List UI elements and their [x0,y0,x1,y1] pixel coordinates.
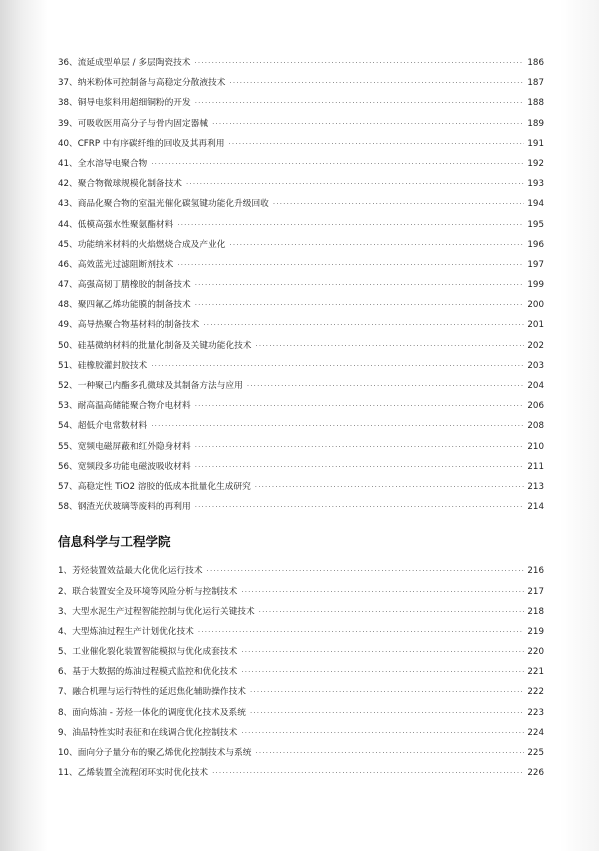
toc-entry-page-number: 196 [527,239,544,250]
toc-entry[interactable] [58,134,544,154]
toc-entry-title: 51、硅橡胶灌封胶技术 [58,360,148,371]
toc-entry-title: 56、宽频段多功能电磁波吸收材料 [58,461,191,472]
toc-entry[interactable] [58,114,544,134]
toc-entry-title: 4、大型炼油过程生产计划优化技术 [58,626,194,637]
toc-entry-title: 46、高效蓝光过滤阻断剂技术 [58,259,174,270]
toc-entry[interactable] [58,53,544,73]
dot-leader [259,602,525,622]
toc-entry[interactable] [58,703,544,723]
toc-entry-title: 37、纳米粉体可控制备与高稳定分散液技术 [58,78,226,89]
toc-entry-page-number: 199 [527,280,544,291]
dot-leader [195,295,525,315]
toc-entry-page-number: 217 [527,586,544,597]
toc-entry-page-number: 197 [527,259,544,270]
toc-entry-title: 55、宽频电磁屏蔽和红外隐身材料 [58,441,191,452]
toc-entry-title: 54、超低介电常数材料 [58,421,148,432]
toc-entry-page-number: 200 [527,300,544,311]
dot-leader [241,582,524,602]
toc-entry-title: 58、钢渣光伏玻璃等废料的再利用 [58,502,191,513]
dot-leader [255,477,525,497]
dot-leader [241,662,524,682]
dot-leader [256,743,525,763]
toc-entry-page-number: 218 [527,606,544,617]
toc-entry-page-number: 202 [527,340,544,351]
dot-leader [186,174,524,194]
toc-entry[interactable] [58,602,544,622]
toc-entry[interactable] [58,174,544,194]
toc-entry[interactable] [58,682,544,702]
toc-entry-title: 8、面向炼油 - 芳烃一体化的调度优化技术及系统 [58,707,246,718]
toc-entry[interactable] [58,235,544,255]
toc-entry[interactable] [58,497,544,517]
dot-leader [229,235,524,255]
toc-entry-title: 38、铜导电浆料用超细铜粉的开发 [58,98,191,109]
toc-entry[interactable] [58,561,544,581]
toc-entry[interactable] [58,154,544,174]
toc-entry-page-number: 213 [527,481,544,492]
toc-entry[interactable] [58,275,544,295]
toc-entry-title: 40、CFRP 中有序碳纤维的回收及其再利用 [58,138,225,149]
toc-entry-page-number: 225 [527,748,544,758]
toc-entry[interactable] [58,662,544,682]
dot-leader [151,154,524,174]
dot-leader [229,73,524,93]
toc-entry[interactable] [58,376,544,396]
toc-entry-title: 43、商品化聚合物的室温光催化碳氢键功能化升级回收 [58,199,269,210]
toc-entry-page-number: 191 [527,138,544,149]
toc-entry[interactable] [58,396,544,416]
dot-leader [195,275,525,295]
dot-leader [273,194,525,214]
toc-entry-title: 1、芳烃装置效益最大化优化运行技术 [58,566,203,577]
toc-entry-title: 44、低模高强水性聚氨酯材料 [58,219,174,230]
toc-entry-title: 11、乙烯装置全流程闭环实时优化技术 [58,768,209,779]
toc-entry-page-number: 226 [527,768,544,779]
dot-leader [195,437,525,457]
dot-leader [177,215,524,235]
section-heading: 信息科学与工程学院 [58,534,171,550]
dot-leader [247,376,525,396]
toc-entry-page-number: 187 [527,78,544,89]
toc-entry-title: 6、基于大数据的炼油过程模式监控和优化技术 [58,667,238,678]
toc-entry-title: 9、油品特性实时表征和在线调合优化控制技术 [58,727,238,738]
toc-entry[interactable] [58,477,544,497]
toc-entry-title: 50、硅基微纳材料的批量化制备及关键功能化技术 [58,340,252,351]
toc-entry-page-number: 206 [527,401,544,412]
dot-leader [195,497,525,517]
dot-leader [177,255,524,275]
toc-entry-page-number: 204 [527,381,544,391]
dot-leader [241,642,524,662]
dot-leader [195,457,525,477]
toc-entry-title: 57、高稳定性 TiO2 溶胶的低成本批量化生成研究 [58,481,251,492]
toc-page [58,53,544,783]
dot-leader [250,682,524,702]
toc-entry-page-number: 222 [527,687,544,698]
toc-entry-page-number: 210 [527,441,544,452]
toc-entry-title: 53、耐高温高储能聚合物介电材料 [58,401,191,412]
dot-leader [228,134,524,154]
dot-leader [195,396,525,416]
dot-leader [241,723,524,743]
toc-entry-title: 47、高强高韧丁腈橡胶的制备技术 [58,280,191,291]
toc-entry-page-number: 221 [527,667,544,678]
toc-entry[interactable] [58,336,544,356]
toc-list-information-science [58,561,544,783]
dot-leader [194,53,524,73]
toc-entry-page-number: 189 [527,118,544,129]
toc-entry-title: 3、大型水泥生产过程智能控制与优化运行关键技术 [58,606,255,617]
toc-entry[interactable] [58,416,544,436]
toc-entry-page-number: 194 [527,199,544,210]
toc-entry-page-number: 223 [527,707,544,718]
toc-entry[interactable] [58,642,544,662]
toc-entry[interactable] [58,295,544,315]
toc-entry-title: 7、融合机理与运行特性的延迟焦化辅助操作技术 [58,687,246,698]
toc-entry-title: 41、全水溶导电聚合物 [58,158,148,169]
toc-entry[interactable] [58,582,544,602]
toc-entry[interactable] [58,194,544,214]
toc-entry-title: 10、面向分子量分布的聚乙烯优化控制技术与系统 [58,748,252,758]
toc-entry[interactable] [58,743,544,763]
toc-entry-title: 49、高导热聚合物基材料的制备技术 [58,320,200,331]
dot-leader [203,315,524,335]
toc-entry[interactable] [58,315,544,335]
toc-entry[interactable] [58,356,544,376]
toc-entry-page-number: 186 [527,58,544,68]
toc-entry-page-number: 192 [527,158,544,169]
dot-leader [207,561,525,581]
toc-entry[interactable] [58,723,544,743]
toc-entry-page-number: 203 [527,360,544,371]
toc-entry-page-number: 216 [527,566,544,577]
toc-entry-title: 45、功能纳米材料的火焰燃烧合成及产业化 [58,239,226,250]
toc-entry-page-number: 201 [527,320,544,331]
toc-entry-page-number: 214 [527,502,544,513]
dot-leader [212,763,524,783]
toc-entry[interactable] [58,73,544,93]
toc-entry[interactable] [58,763,544,783]
toc-entry-title: 5、工业催化裂化装置智能模拟与优化成套技术 [58,647,238,658]
toc-entry[interactable] [58,255,544,275]
toc-entry-page-number: 224 [527,727,544,738]
toc-entry-page-number: 193 [527,179,544,190]
toc-entry-title: 36、流延成型单层 / 多层陶瓷技术 [58,58,191,68]
toc-entry-title: 42、聚合物微球规模化制备技术 [58,179,182,190]
dot-leader [151,416,524,436]
toc-entry-page-number: 219 [527,626,544,637]
toc-entry-page-number: 211 [527,461,544,472]
toc-entry-page-number: 220 [527,647,544,658]
dot-leader [151,356,524,376]
dot-leader [212,114,524,134]
toc-entry[interactable] [58,93,544,113]
dot-leader [256,336,525,356]
toc-entry-title: 2、联合装置安全及环境等风险分析与控制技术 [58,586,238,597]
dot-leader [198,622,525,642]
toc-list-materials [58,53,544,517]
toc-entry[interactable] [58,215,544,235]
toc-entry-page-number: 188 [527,98,544,109]
dot-leader [195,93,525,113]
toc-entry[interactable] [58,622,544,642]
dot-leader [250,703,524,723]
toc-entry-page-number: 195 [527,219,544,230]
toc-entry[interactable] [58,437,544,457]
toc-entry-page-number: 208 [527,421,544,432]
toc-entry-title: 39、可吸收医用高分子与骨内固定器械 [58,118,209,129]
toc-entry-title: 52、一种聚己内酯多孔微球及其制备方法与应用 [58,381,243,391]
toc-entry[interactable] [58,457,544,477]
toc-entry-title: 48、聚四氟乙烯功能膜的制备技术 [58,300,191,311]
